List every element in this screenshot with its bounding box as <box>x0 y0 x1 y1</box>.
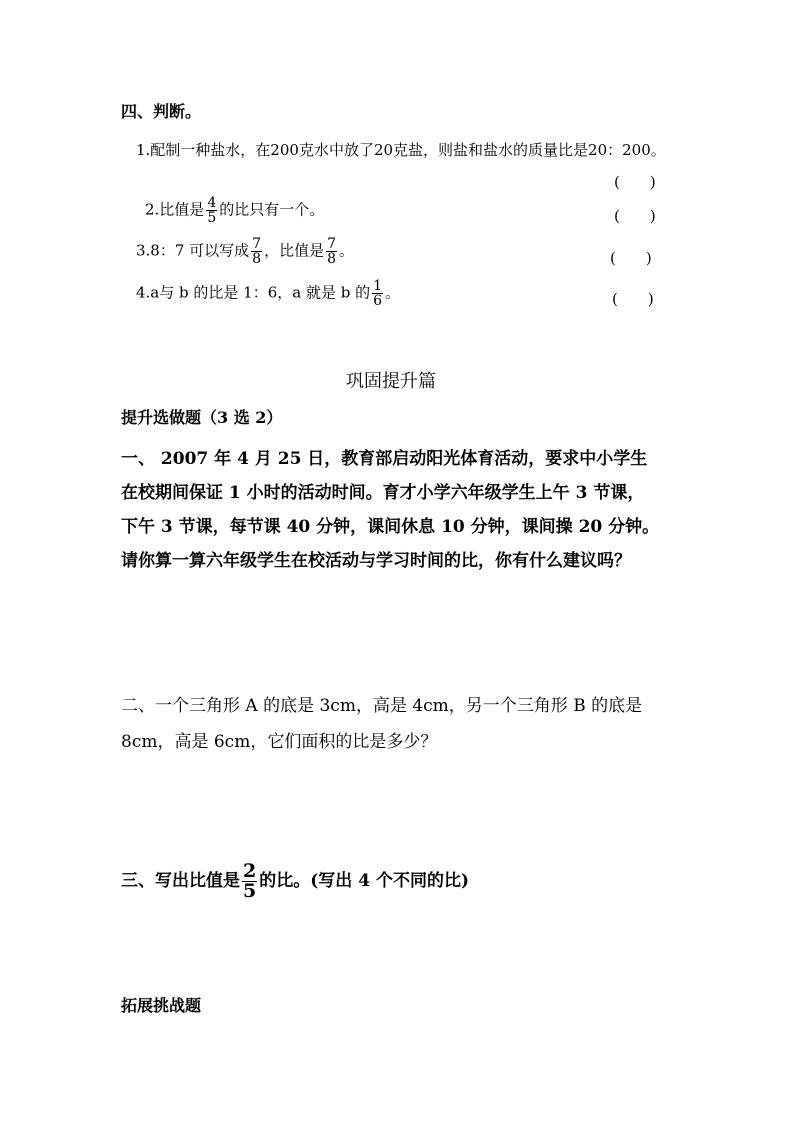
problem-1 <box>121 442 659 578</box>
question-4 <box>136 279 400 308</box>
section-title-judgement: 四、判断。 <box>121 102 202 121</box>
fraction-2-5 <box>242 862 257 901</box>
fraction-numerator: 1 <box>373 278 383 294</box>
question-4-pre: 4.a与 b 的比是 1：6，a 就是 b 的 <box>136 283 371 302</box>
problem-2-line: 8cm，高是 6cm，它们面积的比是多少？ <box>121 732 438 752</box>
problem-3 <box>121 862 469 901</box>
problem-1-line: 一、 2007 年 4 月 25 日，教育部启动阳光体育活动，要求中小学生 <box>121 449 648 469</box>
problem-1-line: 下午 3 节课，每节课 40 分钟，课间休息 10 分钟，课间操 20 分钟。 <box>121 517 660 537</box>
fraction-7-8-a <box>251 237 262 266</box>
fraction-numerator: 7 <box>327 236 337 252</box>
fraction-4-5 <box>206 196 217 225</box>
question-2 <box>145 196 324 225</box>
fraction-denominator: 8 <box>252 251 262 267</box>
fraction-denominator: 5 <box>243 880 257 902</box>
fraction-denominator: 5 <box>207 210 217 226</box>
problem-3-pre: 三、写出比值是 <box>121 871 240 891</box>
fraction-numerator: 4 <box>207 195 217 211</box>
fraction-1-6 <box>372 279 383 308</box>
fraction-numerator: 2 <box>243 860 257 882</box>
question-3-answer-paren: ( ) <box>610 249 652 267</box>
question-3-pre: 3.8：7 可以写成 <box>136 241 250 260</box>
fraction-7-8-b <box>326 237 337 266</box>
optional-questions-heading: 提升选做题（3 选 2） <box>121 408 283 427</box>
problem-1-line: 在校期间保证 1 小时的活动时间。育才小学六年级学生上午 3 节课， <box>121 483 645 503</box>
question-2-answer-paren: ( ) <box>614 207 656 225</box>
problem-2 <box>121 688 642 760</box>
question-1-text: 1.配制一种盐水，在200克水中放了20克盐，则盐和盐水的质量比是20：200。 <box>136 141 666 159</box>
problem-1-line: 请你算一算六年级学生在校活动与学习时间的比，你有什么建议吗？ <box>121 551 631 571</box>
question-2-pre: 2.比值是 <box>145 200 205 219</box>
fraction-numerator: 7 <box>252 236 262 252</box>
question-1-answer-paren: ( ) <box>614 173 656 191</box>
question-4-post: 。 <box>385 283 401 302</box>
problem-3-post: 的比。(写出 4 个不同的比) <box>259 871 469 891</box>
question-4-answer-paren: ( ) <box>612 290 654 308</box>
question-3-mid: ，比值是 <box>264 241 325 260</box>
question-2-post: 的比只有一个。 <box>219 200 325 219</box>
problem-2-line: 二、一个三角形 A 的底是 3cm，高是 4cm，另一个三角形 B 的底是 <box>121 696 643 716</box>
challenge-heading: 拓展挑战题 <box>121 996 202 1015</box>
fraction-denominator: 6 <box>373 293 383 309</box>
fraction-denominator: 8 <box>327 251 337 267</box>
section-heading: 巩固提升篇 <box>346 371 436 392</box>
question-3 <box>136 237 354 266</box>
question-3-post: 。 <box>339 241 355 260</box>
